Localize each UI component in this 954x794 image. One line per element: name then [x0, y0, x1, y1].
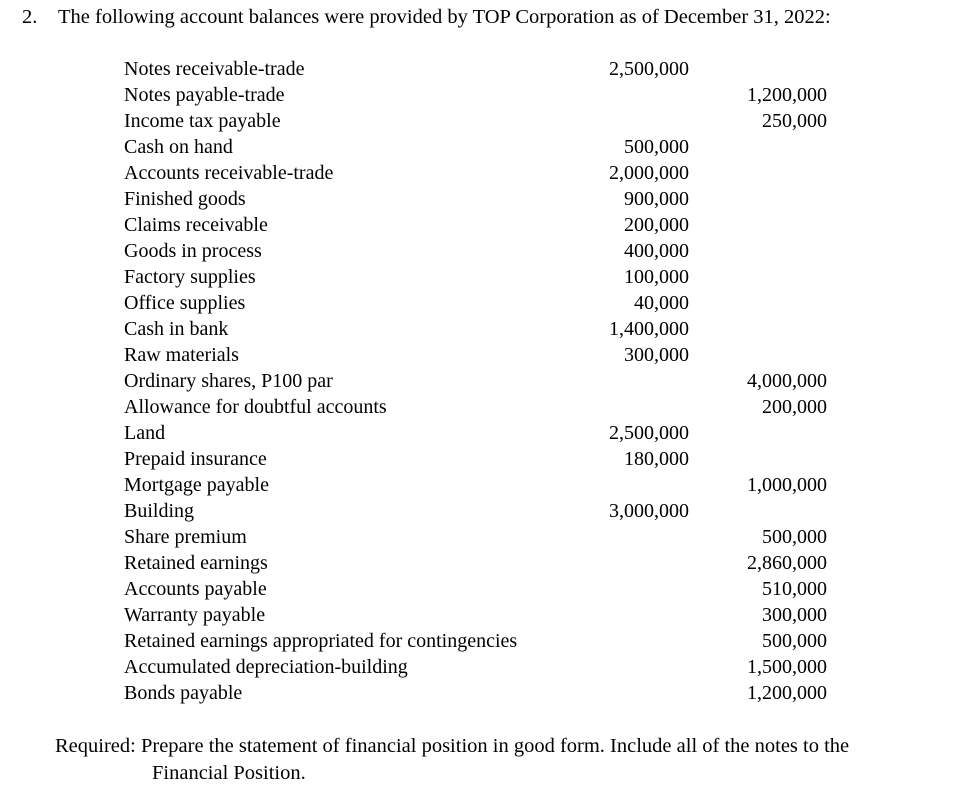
- debit-amount: 300,000: [624, 344, 689, 366]
- debit-amount: 900,000: [624, 188, 689, 210]
- debit-amount: 200,000: [624, 214, 689, 236]
- credit-amount: 1,000,000: [747, 474, 827, 496]
- credit-amount: 1,200,000: [747, 682, 827, 704]
- question-number: 2.: [22, 6, 38, 28]
- account-name: Notes receivable-trade: [124, 58, 305, 80]
- required-instruction: [55, 733, 945, 787]
- account-name: Office supplies: [124, 292, 246, 314]
- account-balances-list: [124, 56, 844, 706]
- debit-amount: 500,000: [624, 136, 689, 158]
- account-name: Claims receivable: [124, 214, 268, 236]
- debit-amount: 100,000: [624, 266, 689, 288]
- account-row: [124, 316, 844, 342]
- debit-amount: 3,000,000: [609, 500, 689, 522]
- account-row: [124, 498, 844, 524]
- account-name: Retained earnings appropriated for contingencies: [124, 630, 518, 652]
- credit-amount: 1,200,000: [747, 84, 827, 106]
- account-row: [124, 602, 844, 628]
- account-row: [124, 472, 844, 498]
- account-row: [124, 160, 844, 186]
- required-line-1: Required: Prepare the statement of financial position in good form. Include all of the notes to the: [55, 735, 850, 757]
- account-name: Allowance for doubtful accounts: [124, 396, 387, 418]
- account-row: [124, 368, 844, 394]
- account-row: [124, 342, 844, 368]
- account-row: [124, 264, 844, 290]
- debit-amount: 2,500,000: [609, 58, 689, 80]
- account-name: Accumulated depreciation-building: [124, 656, 408, 678]
- account-row: [124, 186, 844, 212]
- account-name: Building: [124, 500, 195, 522]
- account-name: Accounts payable: [124, 578, 267, 600]
- debit-amount: 40,000: [634, 292, 689, 314]
- account-name: Share premium: [124, 526, 247, 548]
- credit-amount: 2,860,000: [747, 552, 827, 574]
- credit-amount: 250,000: [762, 110, 827, 132]
- account-name: Goods in process: [124, 240, 262, 262]
- account-name: Cash in bank: [124, 318, 229, 340]
- question-text: The following account balances were provided by TOP Corporation as of December 31, 2022:: [58, 6, 831, 28]
- account-row: [124, 550, 844, 576]
- account-name: Cash on hand: [124, 136, 233, 158]
- account-row: [124, 212, 844, 238]
- account-name: Retained earnings: [124, 552, 268, 574]
- account-name: Warranty payable: [124, 604, 266, 626]
- account-name: Raw materials: [124, 344, 239, 366]
- debit-amount: 180,000: [624, 448, 689, 470]
- question-heading: [22, 4, 831, 30]
- account-row: [124, 524, 844, 550]
- account-name: Finished goods: [124, 188, 246, 210]
- account-name: Factory supplies: [124, 266, 256, 288]
- credit-amount: 4,000,000: [747, 370, 827, 392]
- account-row: [124, 56, 844, 82]
- account-name: Prepaid insurance: [124, 448, 267, 470]
- account-row: [124, 394, 844, 420]
- account-name: Mortgage payable: [124, 474, 269, 496]
- account-row: [124, 290, 844, 316]
- debit-amount: 2,500,000: [609, 422, 689, 444]
- account-row: [124, 108, 844, 134]
- credit-amount: 1,500,000: [747, 656, 827, 678]
- account-name: Land: [124, 422, 166, 444]
- account-name: Income tax payable: [124, 110, 281, 132]
- account-name: Accounts receivable-trade: [124, 162, 334, 184]
- debit-amount: 400,000: [624, 240, 689, 262]
- account-row: [124, 628, 844, 654]
- debit-amount: 1,400,000: [609, 318, 689, 340]
- required-line-2: Financial Position.: [152, 762, 306, 784]
- credit-amount: 500,000: [762, 526, 827, 548]
- account-row: [124, 134, 844, 160]
- credit-amount: 510,000: [762, 578, 827, 600]
- account-row: [124, 420, 844, 446]
- account-row: [124, 654, 844, 680]
- account-name: Bonds payable: [124, 682, 243, 704]
- account-row: [124, 576, 844, 602]
- account-name: Ordinary shares, P100 par: [124, 370, 333, 392]
- account-row: [124, 446, 844, 472]
- credit-amount: 200,000: [762, 396, 827, 418]
- account-row: [124, 680, 844, 706]
- account-name: Notes payable-trade: [124, 84, 285, 106]
- credit-amount: 500,000: [762, 630, 827, 652]
- account-row: [124, 238, 844, 264]
- account-row: [124, 82, 844, 108]
- credit-amount: 300,000: [762, 604, 827, 626]
- debit-amount: 2,000,000: [609, 162, 689, 184]
